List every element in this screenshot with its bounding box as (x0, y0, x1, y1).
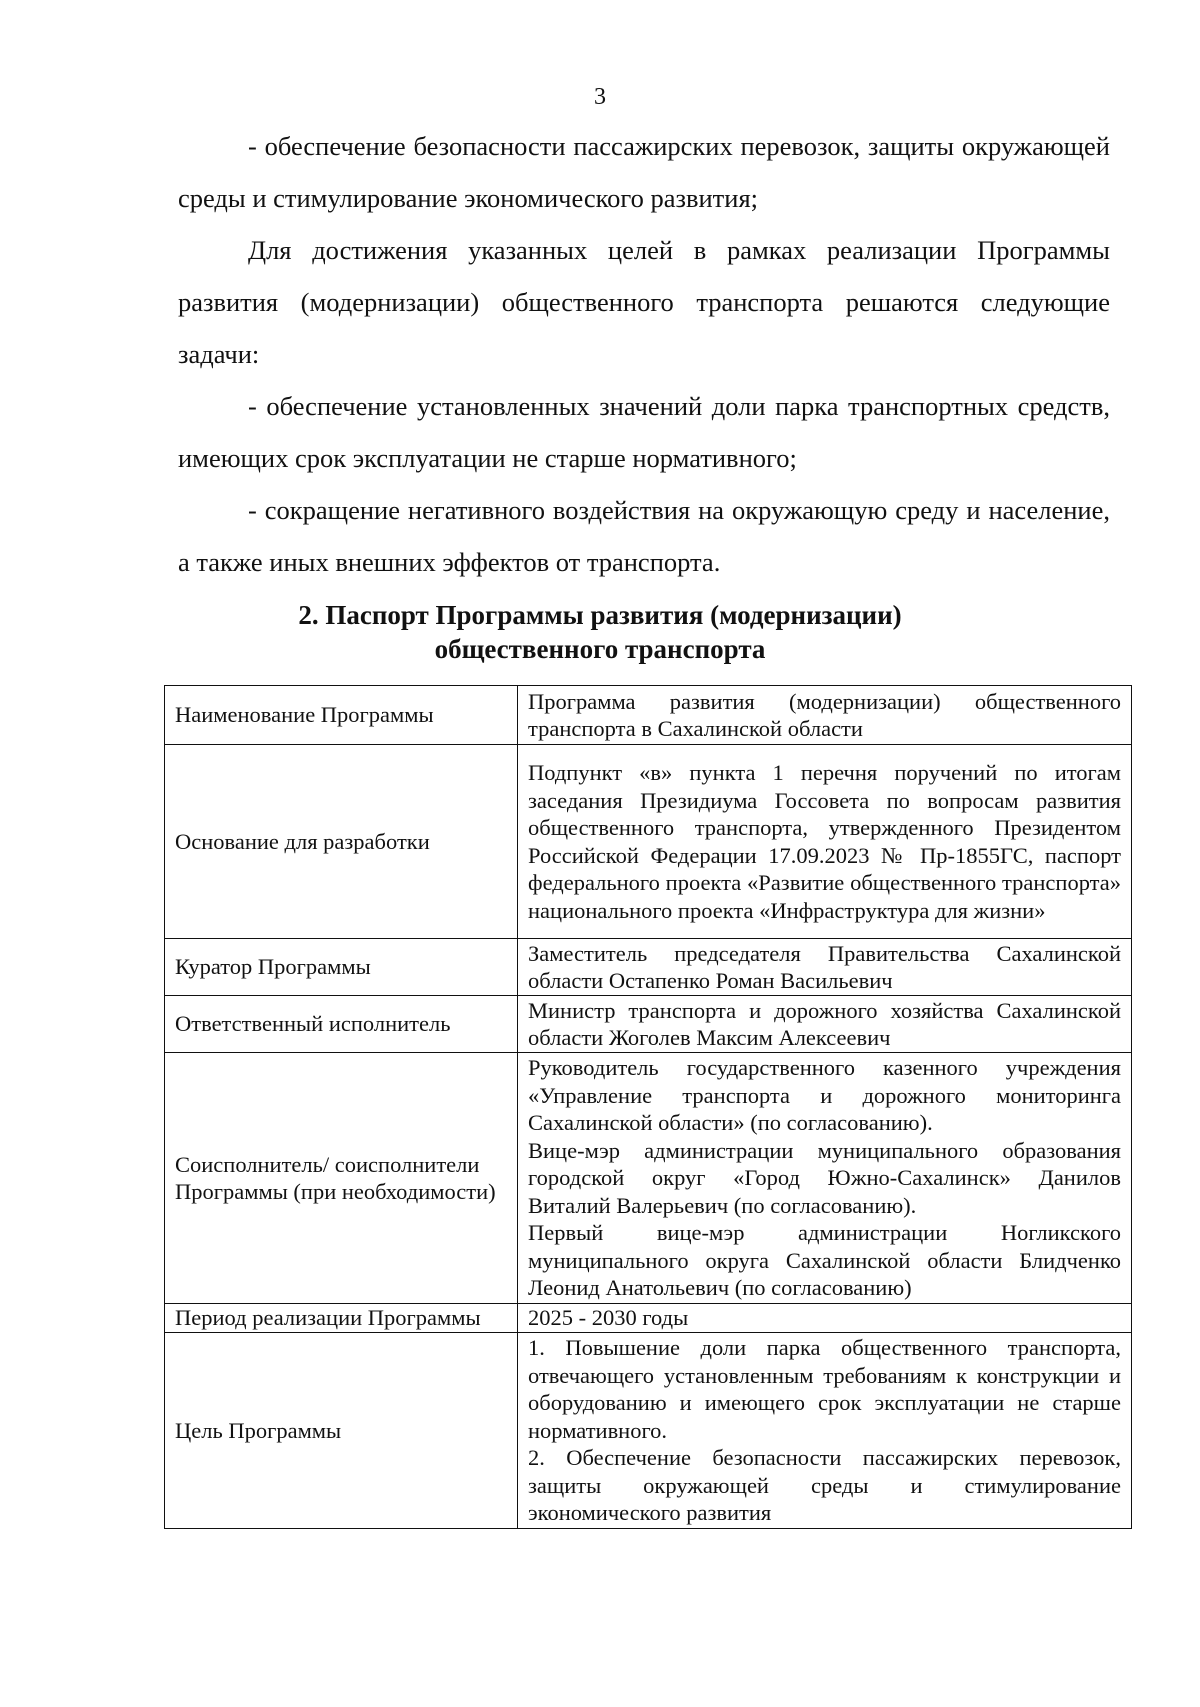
paragraph-task-environment: - сокращение негативного воздействия на окружающую среду и население, а также иных внешних эффектов от транспорта. (178, 495, 1110, 577)
goal-item-2: 2. Обеспечение безопасности пассажирских перевозок, защиты окружающей среды и стимулирование экономического развития (528, 1445, 1121, 1526)
row-value: Заместитель председателя Правительства Сахалинской области Остапенко Роман Васильевич (518, 939, 1132, 996)
row-label: Ответственный исполнитель (165, 996, 518, 1053)
table-row-implementation-period (165, 1304, 1132, 1333)
table-row-curator (165, 939, 1132, 996)
row-label: Основание для разработки (165, 745, 518, 939)
goal-item-1: 1. Повышение доли парка общественного транспорта, отвечающего установленным требованиям к конструкции и оборудованию и имеющего срок эксплуатации не старше нормативного. (528, 1335, 1121, 1443)
paragraph-tasks-intro: Для достижения указанных целей в рамках реализации Программы развития (модернизации) общественного транспорта решаются следующие задачи: (178, 235, 1110, 369)
row-value: Министр транспорта и дорожного хозяйства Сахалинской области Жоголев Максим Алексеевич (518, 996, 1132, 1053)
co-executor-2: Вице-мэр администрации муниципального образования городской округ «Город Южно-Сахалинск» Данилов Виталий Валерьевич (по согласованию). (528, 1137, 1121, 1218)
row-value: 2025 - 2030 годы (518, 1304, 1132, 1333)
section-title-line-2: общественного транспорта (434, 634, 766, 664)
row-label: Соисполнитель/ соисполнители Программы (при необходимости) (165, 1053, 518, 1304)
row-value (518, 1333, 1132, 1529)
row-value: Подпункт «в» пункта 1 перечня поручений по итогам заседания Президиума Госсовета по вопросам развития общественного транспорта, утвержденного Президентом Российской Федерации 17.09.2023 № Пр-1855ГС, паспорт федерального проекта «Развитие общественного транспорта» национального проекта «Инфраструктура для жизни» (518, 745, 1132, 939)
section-title (0, 598, 1200, 666)
row-label: Цель Программы (165, 1333, 518, 1529)
row-label: Наименование Программы (165, 686, 518, 745)
row-label: Период реализации Программы (165, 1304, 518, 1333)
table-row-program-name (165, 686, 1132, 745)
co-executor-1: Руководитель государственного казенного учреждения «Управление транспорта и дорожного мониторинга Сахалинской области» (по согласованию). (528, 1055, 1121, 1136)
body-text (178, 120, 1110, 588)
program-passport-table (164, 685, 1132, 1529)
paragraph-task-fleet-age: - обеспечение установленных значений доли парка транспортных средств, имеющих срок эксплуатации не старше нормативного; (178, 391, 1110, 473)
table-row-program-goal (165, 1333, 1132, 1529)
table-row-co-executors (165, 1053, 1132, 1304)
row-label: Куратор Программы (165, 939, 518, 996)
page-number: 3 (594, 84, 606, 110)
section-title-line-1: 2. Паспорт Программы развития (модернизации) (298, 600, 902, 630)
row-value: Программа развития (модернизации) общественного транспорта в Сахалинской области (518, 686, 1132, 745)
table-row-development-basis (165, 745, 1132, 939)
paragraph-safety-goal: - обеспечение безопасности пассажирских перевозок, защиты окружающей среды и стимулирование экономического развития; (178, 131, 1110, 213)
row-value (518, 1053, 1132, 1304)
co-executor-3: Первый вице-мэр администрации Ногликского муниципального округа Сахалинской области Блидченко Леонид Анатольевич (по согласованию) (528, 1220, 1121, 1301)
table-row-responsible-executor (165, 996, 1132, 1053)
